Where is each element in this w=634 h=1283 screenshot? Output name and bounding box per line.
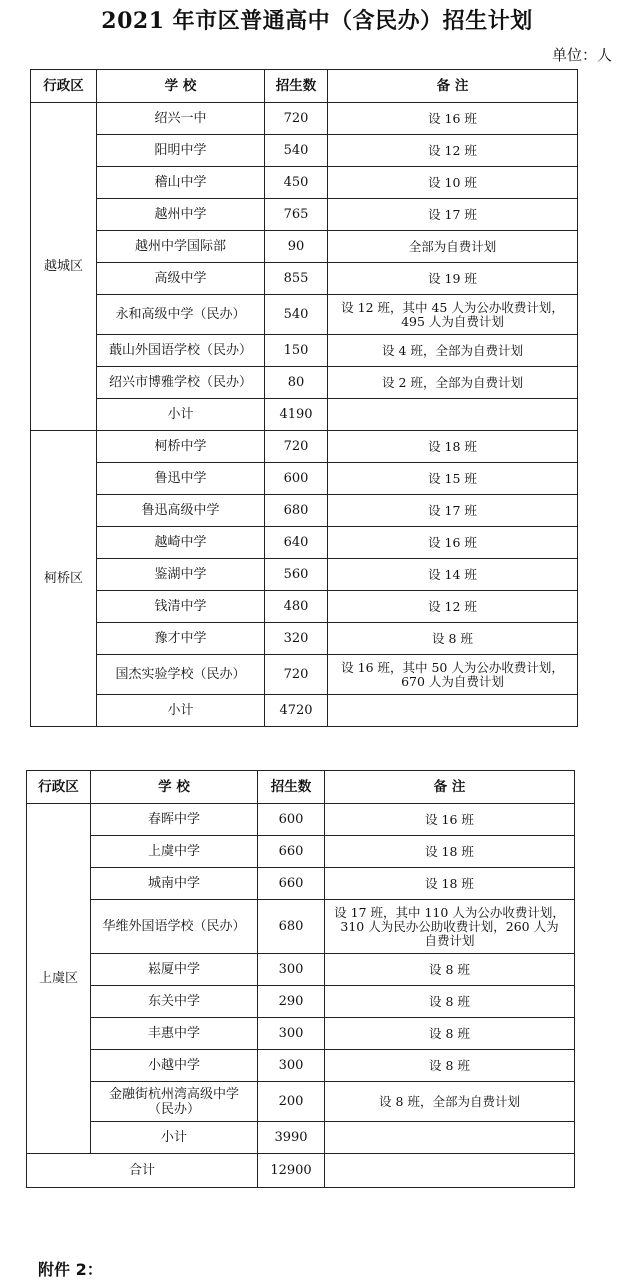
page-title: 2021 年市区普通高中（含民办）招生计划	[101, 8, 533, 34]
count-cell: 680	[258, 900, 325, 954]
note-cell: 设 10 班	[328, 167, 578, 199]
table-row	[27, 868, 575, 900]
header-cell: 招生数	[258, 771, 325, 804]
district-cell: 上虞区	[27, 804, 91, 1154]
school-cell: 小计	[97, 399, 265, 431]
note-cell: 设 8 班	[325, 1050, 575, 1082]
note-cell: 设 8 班	[325, 1018, 575, 1050]
count-cell: 720	[265, 655, 328, 695]
note-cell	[328, 399, 578, 431]
table-row	[31, 591, 578, 623]
school-cell: 绍兴一中	[97, 103, 265, 135]
count-cell: 4190	[265, 399, 328, 431]
note-cell: 设 19 班	[328, 263, 578, 295]
note-cell	[328, 695, 578, 727]
table-row	[31, 263, 578, 295]
note-cell: 设 12 班	[328, 591, 578, 623]
school-cell: 崧厦中学	[91, 954, 258, 986]
school-cell: 豫才中学	[97, 623, 265, 655]
table-row	[31, 695, 578, 727]
header-cell: 招生数	[265, 70, 328, 103]
note-cell: 设 12 班，其中 45 人为公办收费计划， 495 人为自费计划	[328, 295, 578, 335]
school-cell: 稽山中学	[97, 167, 265, 199]
header-cell: 行政区	[31, 70, 97, 103]
table-row	[31, 367, 578, 399]
table-row	[31, 335, 578, 367]
table-row	[31, 135, 578, 167]
school-cell: 柯桥中学	[97, 431, 265, 463]
count-cell: 290	[258, 986, 325, 1018]
header-cell: 学 校	[91, 771, 258, 804]
school-cell: 鲁迅高级中学	[97, 495, 265, 527]
note-cell: 设 4 班，全部为自费计划	[328, 335, 578, 367]
school-cell: 鉴湖中学	[97, 559, 265, 591]
count-cell: 80	[265, 367, 328, 399]
note-cell: 设 12 班	[328, 135, 578, 167]
count-cell: 90	[265, 231, 328, 263]
table-row	[31, 463, 578, 495]
count-cell: 720	[265, 103, 328, 135]
school-cell: 高级中学	[97, 263, 265, 295]
note-cell: 设 15 班	[328, 463, 578, 495]
table-row	[27, 1122, 575, 1154]
count-cell: 3990	[258, 1122, 325, 1154]
table-row	[27, 836, 575, 868]
table-row	[31, 431, 578, 463]
total-label-cell: 合计	[27, 1154, 258, 1188]
school-cell: 华维外国语学校（民办）	[91, 900, 258, 954]
count-cell: 300	[258, 1050, 325, 1082]
table-row	[27, 900, 575, 954]
table-row	[31, 231, 578, 263]
school-cell: 钱清中学	[97, 591, 265, 623]
note-cell: 设 8 班，全部为自费计划	[325, 1082, 575, 1122]
school-cell: 小越中学	[91, 1050, 258, 1082]
note-cell: 设 16 班，其中 50 人为公办收费计划， 670 人为自费计划	[328, 655, 578, 695]
count-cell: 540	[265, 135, 328, 167]
table-row	[31, 655, 578, 695]
school-cell: 鲁迅中学	[97, 463, 265, 495]
note-cell: 设 16 班	[325, 804, 575, 836]
school-cell: 越州中学国际部	[97, 231, 265, 263]
count-cell: 600	[265, 463, 328, 495]
school-cell: 上虞中学	[91, 836, 258, 868]
school-cell: 丰惠中学	[91, 1018, 258, 1050]
count-cell: 720	[265, 431, 328, 463]
district-cell: 越城区	[31, 103, 97, 431]
count-cell: 540	[265, 295, 328, 335]
count-cell: 640	[265, 527, 328, 559]
count-cell: 680	[265, 495, 328, 527]
count-cell: 300	[258, 954, 325, 986]
note-cell: 设 16 班	[328, 527, 578, 559]
table-row	[27, 1082, 575, 1122]
note-cell: 设 2 班，全部为自费计划	[328, 367, 578, 399]
count-cell: 150	[265, 335, 328, 367]
header-cell: 行政区	[27, 771, 91, 804]
header-cell: 备 注	[328, 70, 578, 103]
count-cell: 480	[265, 591, 328, 623]
table-header-row	[27, 771, 575, 804]
appendix-label: 附件 2：	[38, 1260, 103, 1279]
count-cell: 4720	[265, 695, 328, 727]
table-row	[31, 199, 578, 231]
school-cell: 蕺山外国语学校（民办）	[97, 335, 265, 367]
count-cell: 660	[258, 836, 325, 868]
table-row	[27, 986, 575, 1018]
note-cell: 设 18 班	[325, 836, 575, 868]
district-cell: 柯桥区	[31, 431, 97, 727]
school-cell: 阳明中学	[97, 135, 265, 167]
note-cell: 设 18 班	[325, 868, 575, 900]
note-cell: 设 8 班	[325, 954, 575, 986]
count-cell: 855	[265, 263, 328, 295]
school-cell: 城南中学	[91, 868, 258, 900]
total-note-cell	[325, 1154, 575, 1188]
table-row	[31, 399, 578, 431]
table-row	[31, 295, 578, 335]
count-cell: 660	[258, 868, 325, 900]
note-cell: 设 17 班	[328, 495, 578, 527]
table-row	[31, 623, 578, 655]
school-cell: 越州中学	[97, 199, 265, 231]
table-row	[27, 1018, 575, 1050]
school-cell: 绍兴市博雅学校（民办）	[97, 367, 265, 399]
school-cell: 金融街杭州湾高级中学 （民办）	[91, 1082, 258, 1122]
table-row	[31, 559, 578, 591]
enrollment-table-2	[26, 770, 575, 1188]
enrollment-table-1	[30, 69, 578, 727]
school-cell: 小计	[91, 1122, 258, 1154]
table-row	[27, 954, 575, 986]
school-cell: 越崎中学	[97, 527, 265, 559]
table-row	[31, 495, 578, 527]
header-cell: 学 校	[97, 70, 265, 103]
note-cell: 设 14 班	[328, 559, 578, 591]
school-cell: 东关中学	[91, 986, 258, 1018]
count-cell: 300	[258, 1018, 325, 1050]
count-cell: 200	[258, 1082, 325, 1122]
unit-label: 单位：人	[551, 46, 612, 64]
note-cell: 设 8 班	[328, 623, 578, 655]
school-cell: 国杰实验学校（民办）	[97, 655, 265, 695]
note-cell	[325, 1122, 575, 1154]
school-cell: 春晖中学	[91, 804, 258, 836]
note-cell: 设 17 班，其中 110 人为公办收费计划， 310 人为民办公助收费计划，260 人为 自费计划	[325, 900, 575, 954]
count-cell: 600	[258, 804, 325, 836]
table-row	[31, 167, 578, 199]
table-row	[27, 804, 575, 836]
note-cell: 全部为自费计划	[328, 231, 578, 263]
note-cell: 设 18 班	[328, 431, 578, 463]
table-row	[31, 527, 578, 559]
total-row	[27, 1154, 575, 1188]
count-cell: 765	[265, 199, 328, 231]
table-row	[31, 103, 578, 135]
count-cell: 450	[265, 167, 328, 199]
table-header-row	[31, 70, 578, 103]
table-row	[27, 1050, 575, 1082]
header-cell: 备 注	[325, 771, 575, 804]
note-cell: 设 8 班	[325, 986, 575, 1018]
school-cell: 小计	[97, 695, 265, 727]
note-cell: 设 17 班	[328, 199, 578, 231]
count-cell: 560	[265, 559, 328, 591]
total-count-cell: 12900	[258, 1154, 325, 1188]
count-cell: 320	[265, 623, 328, 655]
note-cell: 设 16 班	[328, 103, 578, 135]
school-cell: 永和高级中学（民办）	[97, 295, 265, 335]
